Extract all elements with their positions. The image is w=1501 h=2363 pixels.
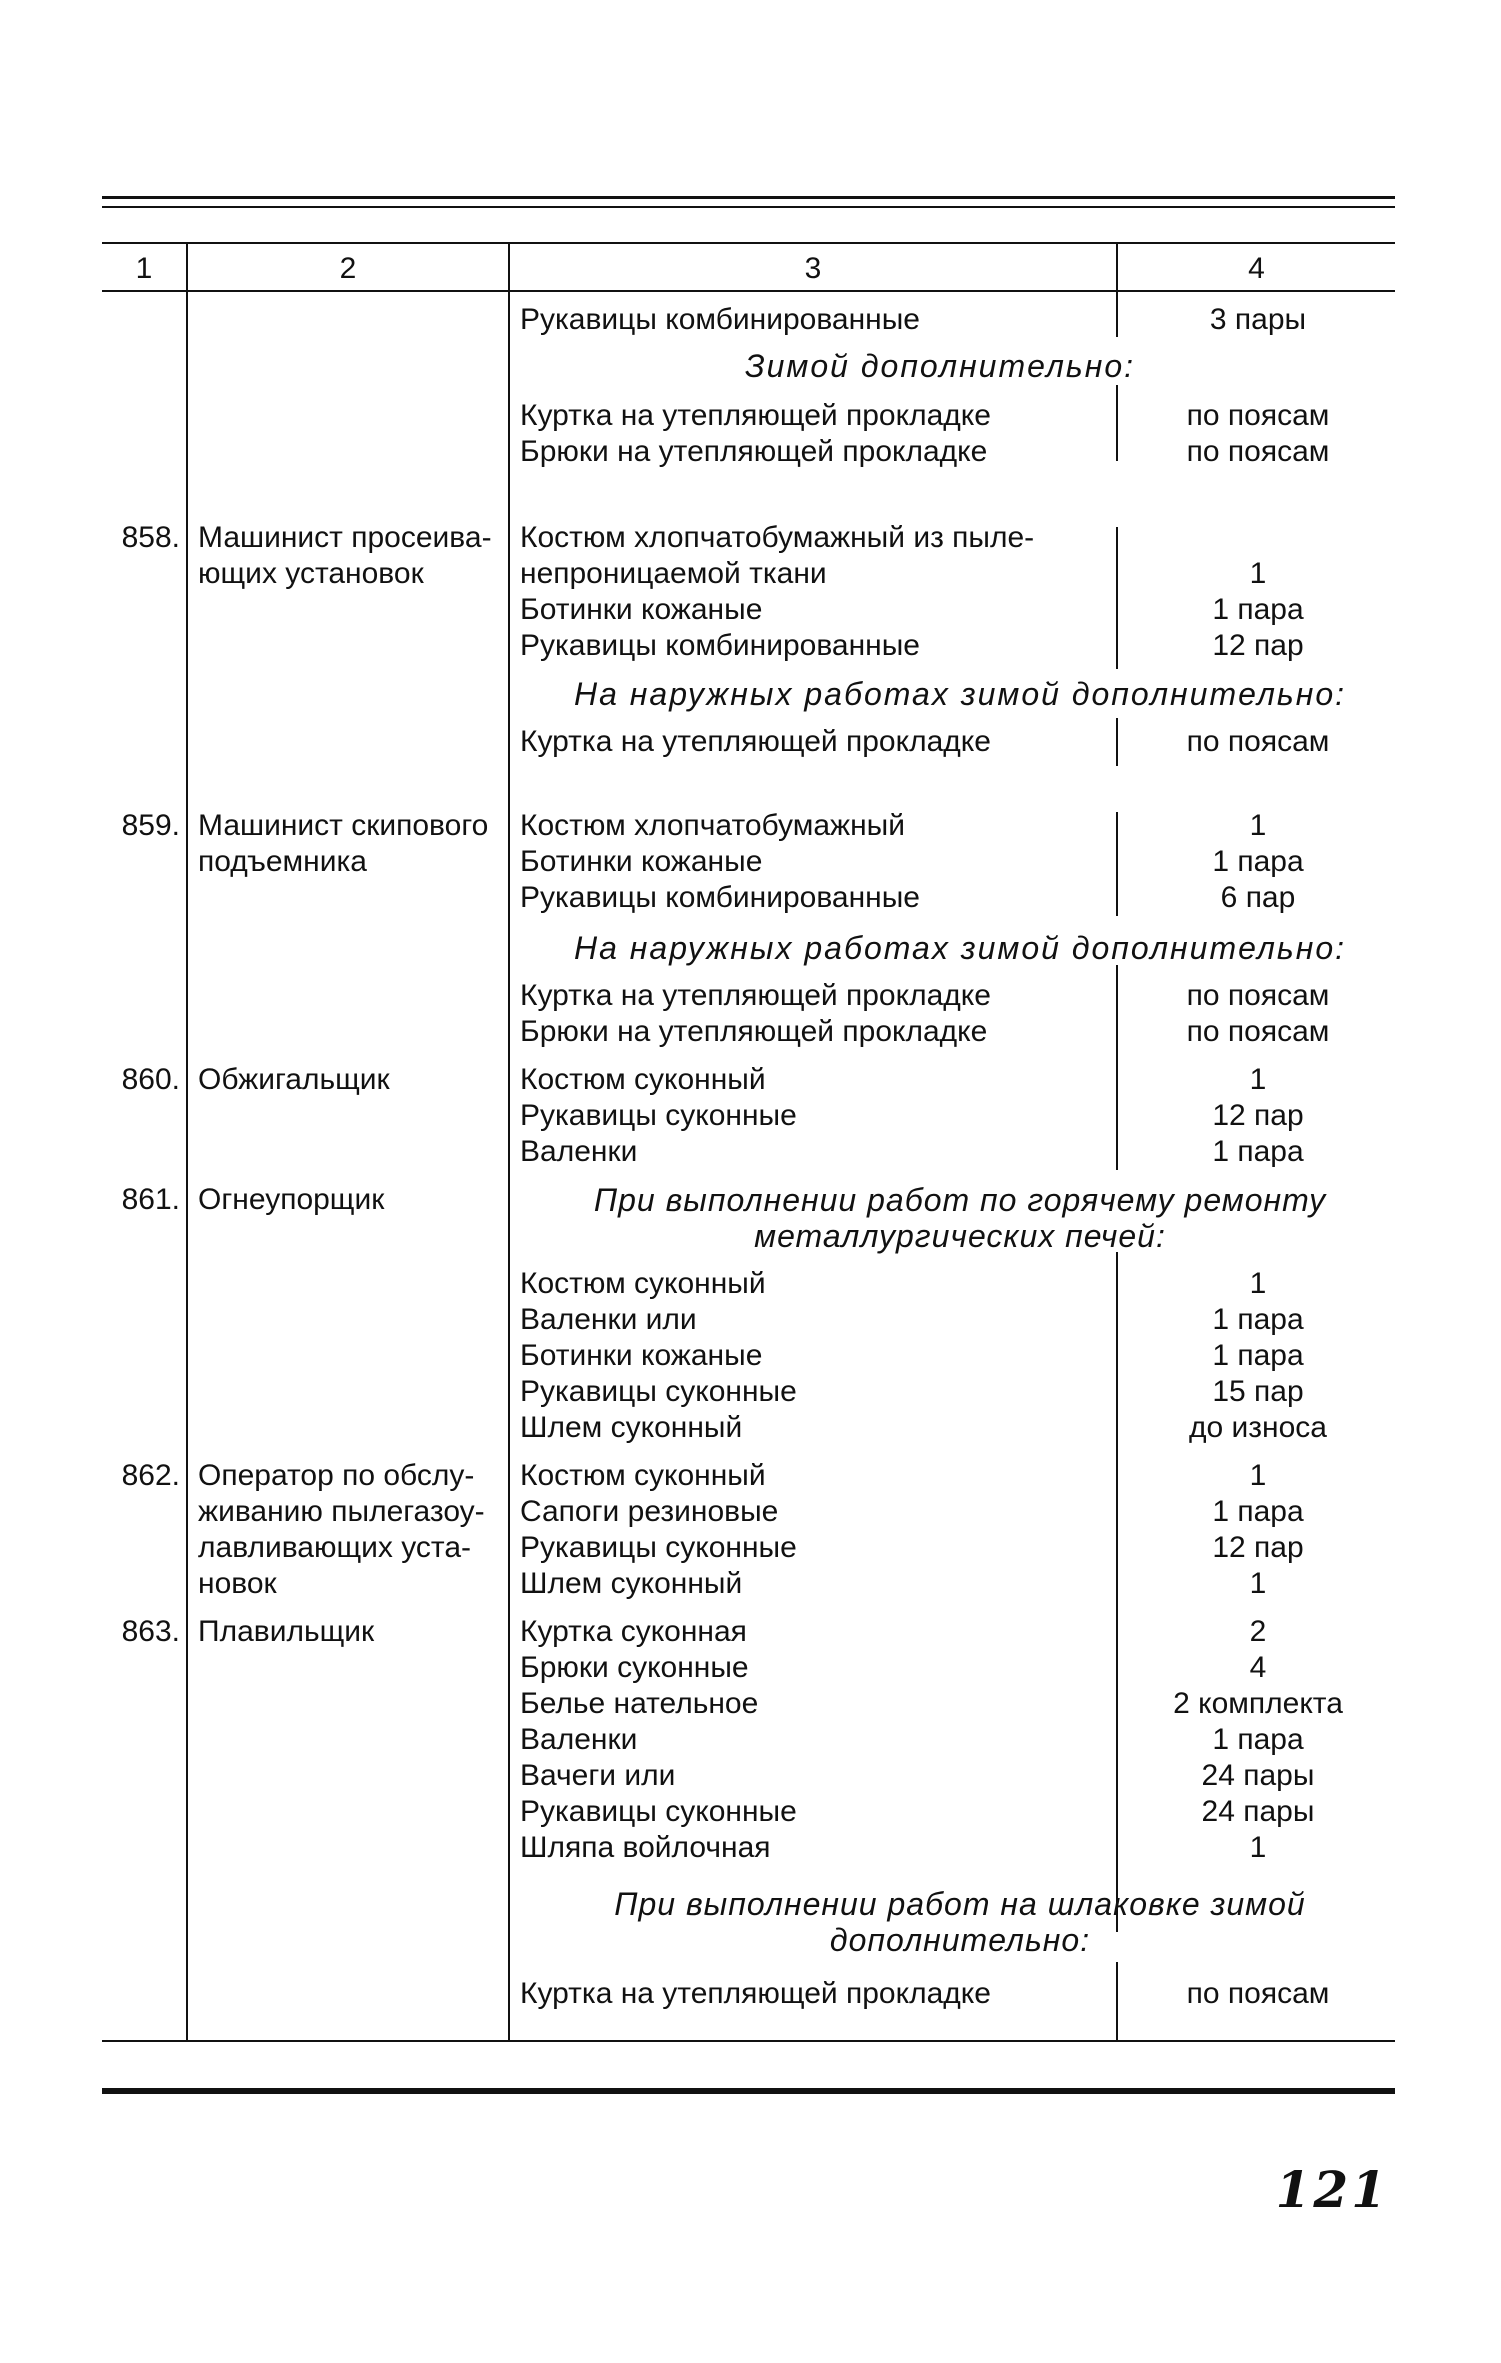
- page-number: 121: [1275, 2160, 1389, 2219]
- table-bottom-rule: [102, 2040, 1395, 2042]
- profession: новок: [198, 1567, 277, 1600]
- item-text: Куртка на утепляющей прокладке: [520, 1977, 991, 2010]
- item-qty: 1: [1249, 1567, 1267, 1600]
- profession: Огнеупорщик: [198, 1183, 385, 1216]
- item-text: Шлем суконный: [520, 1411, 743, 1444]
- item-qty: 1: [1249, 1063, 1267, 1096]
- profession: живанию пылегазоу-: [198, 1495, 485, 1528]
- item-text: Валенки: [520, 1135, 638, 1168]
- item-text: Костюм хлопчатобумажный из пыле-: [520, 521, 1035, 554]
- item-text: Сапоги резиновые: [520, 1495, 779, 1528]
- top-rule-1: [102, 196, 1395, 199]
- item-qty: 1: [1249, 1459, 1267, 1492]
- item-qty: 1 пара: [1212, 1495, 1304, 1528]
- item-text: Куртка на утепляющей прокладке: [520, 725, 991, 758]
- item-text: Костюм суконный: [520, 1459, 766, 1492]
- item-qty: 1 пара: [1212, 593, 1304, 626]
- row-number: 861.: [121, 1183, 180, 1216]
- item-qty: 1 пара: [1212, 1303, 1304, 1336]
- item-text: Вачеги или: [520, 1759, 676, 1792]
- row-number: 860.: [121, 1063, 180, 1096]
- item-qty: 1 пара: [1212, 1339, 1304, 1372]
- item-qty: 15 пар: [1212, 1375, 1304, 1408]
- item-text: Рукавицы суконные: [520, 1099, 797, 1132]
- item-qty: 12 пар: [1212, 1099, 1304, 1132]
- item-qty: по поясам: [1186, 1015, 1330, 1048]
- section-note: металлургических печей:: [754, 1218, 1166, 1254]
- header-col-1: 1: [135, 252, 153, 285]
- item-qty: 3 пары: [1209, 303, 1307, 336]
- profession: Плавильщик: [198, 1615, 375, 1648]
- item-text: Ботинки кожаные: [520, 1339, 763, 1372]
- item-text: Куртка на утепляющей прокладке: [520, 979, 991, 1012]
- item-text: Рукавицы суконные: [520, 1375, 797, 1408]
- row-number: 859.: [121, 809, 180, 842]
- row-number: 863.: [121, 1615, 180, 1648]
- item-text: Брюки суконные: [520, 1651, 749, 1684]
- item-qty: по поясам: [1186, 1977, 1330, 2010]
- item-qty: 24 пары: [1201, 1795, 1315, 1828]
- top-rule-2: [102, 206, 1395, 208]
- item-qty: 6 пар: [1220, 881, 1296, 914]
- item-text: Куртка суконная: [520, 1615, 747, 1648]
- profession: Обжигальщик: [198, 1063, 390, 1096]
- row-number: 858.: [121, 521, 180, 554]
- item-qty: 12 пар: [1212, 629, 1304, 662]
- item-text: Костюм хлопчатобумажный: [520, 809, 905, 842]
- header-top-rule: [102, 242, 1395, 244]
- item-qty: 2: [1249, 1615, 1267, 1648]
- section-note: На наружных работах зимой дополнительно:: [573, 676, 1347, 712]
- col-divider-2: [508, 242, 510, 2042]
- col-divider-1: [186, 242, 188, 2042]
- header-col-2: 2: [339, 252, 357, 285]
- item-qty: 24 пары: [1201, 1759, 1315, 1792]
- item-qty: 1 пара: [1212, 1723, 1304, 1756]
- item-text: Рукавицы комбинированные: [520, 303, 920, 336]
- item-text: Костюм суконный: [520, 1063, 766, 1096]
- item-qty: по поясам: [1186, 725, 1330, 758]
- item-text: Костюм суконный: [520, 1267, 766, 1300]
- header-col-4: 4: [1248, 252, 1265, 285]
- item-text: Валенки: [520, 1723, 638, 1756]
- section-note: дополнительно:: [829, 1922, 1091, 1958]
- section-note: При выполнении работ на шлаковке зимой: [614, 1886, 1306, 1922]
- section-note: При выполнении работ по горячему ремонту: [593, 1182, 1327, 1218]
- item-qty: по поясам: [1186, 399, 1330, 432]
- item-text: Валенки или: [520, 1303, 697, 1336]
- item-qty: 1: [1249, 1831, 1267, 1864]
- footer-rule: [102, 2088, 1395, 2094]
- item-text: Куртка на утепляющей прокладке: [520, 399, 991, 432]
- profession: ющих установок: [198, 557, 424, 590]
- item-qty: 1: [1249, 1267, 1267, 1300]
- item-qty: 1 пара: [1212, 845, 1304, 878]
- profession: Оператор по обслу-: [198, 1459, 475, 1492]
- header-col-3: 3: [804, 252, 822, 285]
- item-qty: 1 пара: [1212, 1135, 1304, 1168]
- item-text: Ботинки кожаные: [520, 845, 763, 878]
- item-qty: до износа: [1189, 1411, 1327, 1444]
- row-number: 862.: [121, 1459, 180, 1492]
- item-qty: 2 комплекта: [1173, 1687, 1343, 1720]
- item-text: Рукавицы комбинированные: [520, 629, 920, 662]
- profession: подъемника: [198, 845, 367, 878]
- header-bottom-rule: [102, 290, 1395, 292]
- item-qty: по поясам: [1186, 435, 1330, 468]
- section-note: На наружных работах зимой дополнительно:: [573, 930, 1347, 966]
- item-qty: 4: [1249, 1651, 1267, 1684]
- item-text: Рукавицы суконные: [520, 1795, 797, 1828]
- profession: Машинист скипового: [198, 809, 489, 842]
- item-text: Шлем суконный: [520, 1567, 743, 1600]
- item-qty: 12 пар: [1212, 1531, 1304, 1564]
- item-text: Белье нательное: [520, 1687, 759, 1720]
- profession: Машинист просеива-: [198, 521, 492, 554]
- item-text: Ботинки кожаные: [520, 593, 763, 626]
- item-text: Рукавицы суконные: [520, 1531, 797, 1564]
- item-qty: 1: [1249, 557, 1267, 590]
- item-qty: по поясам: [1186, 979, 1330, 1012]
- item-text: Рукавицы комбинированные: [520, 881, 920, 914]
- section-note: Зимой дополнительно:: [744, 348, 1136, 384]
- item-qty: 1: [1249, 809, 1267, 842]
- profession: лавливающих уста-: [198, 1531, 472, 1564]
- item-text: Брюки на утепляющей прокладке: [520, 1015, 988, 1048]
- item-text: непроницаемой ткани: [520, 557, 827, 590]
- item-text: Брюки на утепляющей прокладке: [520, 435, 988, 468]
- item-text: Шляпа войлочная: [520, 1831, 771, 1864]
